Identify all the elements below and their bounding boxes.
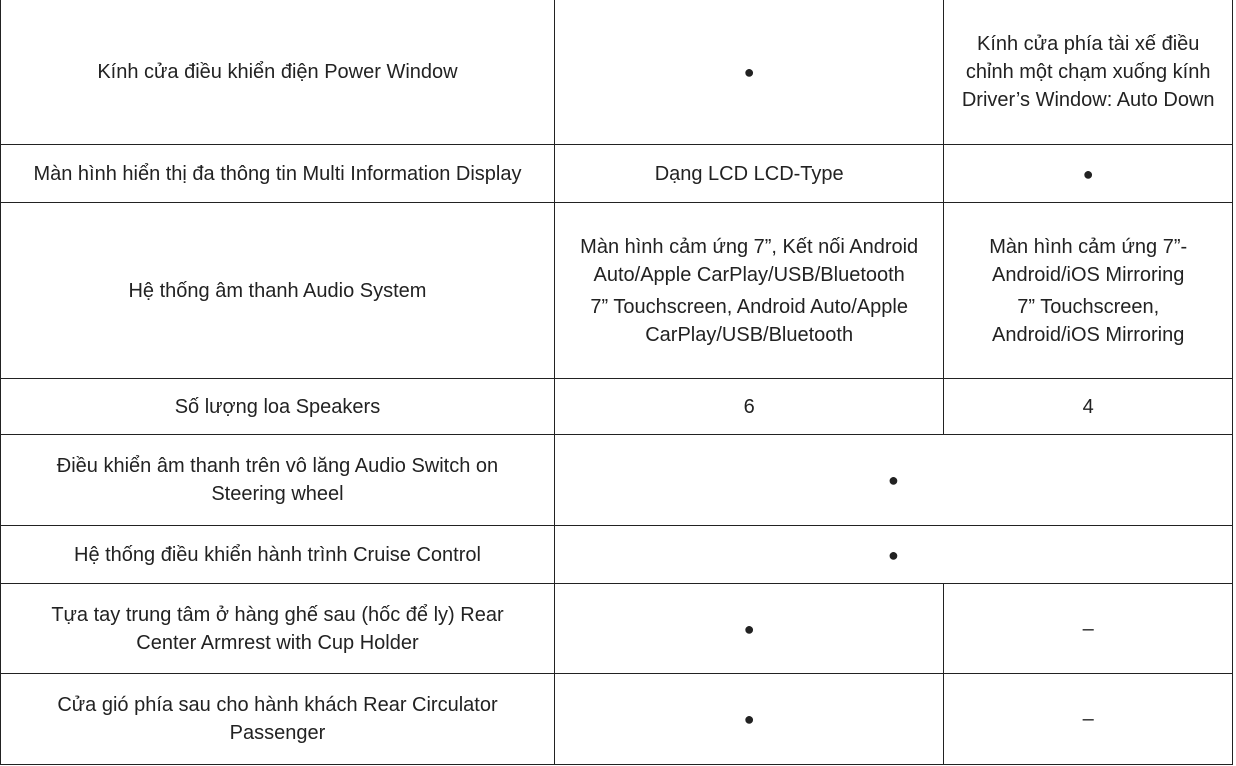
dash-mark: –	[944, 674, 1233, 765]
feature-cell: Điều khiển âm thanh trên vô lăng Audio Switch on Steering wheel	[1, 435, 555, 526]
feature-cell: Kính cửa điều khiển điện Power Window	[1, 0, 555, 145]
table-row	[1, 526, 1233, 584]
value-cell	[944, 203, 1233, 379]
table-row	[1, 379, 1233, 435]
bullet-mark: ●	[554, 0, 943, 145]
value-cell: 6	[554, 379, 943, 435]
bullet-mark: ●	[944, 145, 1233, 203]
value-text-en: 7” Touchscreen, Android Auto/Apple CarPlay/USB/Bluetooth	[590, 295, 908, 346]
value-cell: 4	[944, 379, 1233, 435]
feature-cell: Hệ thống điều khiển hành trình Cruise Control	[1, 526, 555, 584]
table-row	[1, 584, 1233, 674]
table-row	[1, 0, 1233, 145]
value-cell: Kính cửa phía tài xế điều chỉnh một chạm xuống kính Driver’s Window: Auto Down	[944, 0, 1233, 145]
value-text-vi: Màn hình cảm ứng 7”- Android/iOS Mirroring	[989, 235, 1188, 286]
table-row	[1, 435, 1233, 526]
bullet-mark: ●	[554, 526, 1232, 584]
feature-cell: Số lượng loa Speakers	[1, 379, 555, 435]
value-cell: Dạng LCD LCD-Type	[554, 145, 943, 203]
bullet-mark: ●	[554, 435, 1232, 526]
feature-cell: Hệ thống âm thanh Audio System	[1, 203, 555, 379]
value-text-en: 7” Touchscreen, Android/iOS Mirroring	[992, 295, 1185, 346]
feature-cell: Tựa tay trung tâm ở hàng ghế sau (hốc để ly) Rear Center Armrest with Cup Holder	[1, 584, 555, 674]
table-row	[1, 203, 1233, 379]
dash-mark: –	[944, 584, 1233, 674]
feature-cell: Cửa gió phía sau cho hành khách Rear Circulator Passenger	[1, 674, 555, 765]
value-cell	[554, 203, 943, 379]
table-row	[1, 145, 1233, 203]
table-row	[1, 674, 1233, 765]
feature-cell: Màn hình hiển thị đa thông tin Multi Information Display	[1, 145, 555, 203]
bullet-mark: ●	[554, 674, 943, 765]
value-text-vi: Màn hình cảm ứng 7”, Kết nối Android Auto/Apple CarPlay/USB/Bluetooth	[580, 235, 919, 286]
bullet-mark: ●	[554, 584, 943, 674]
